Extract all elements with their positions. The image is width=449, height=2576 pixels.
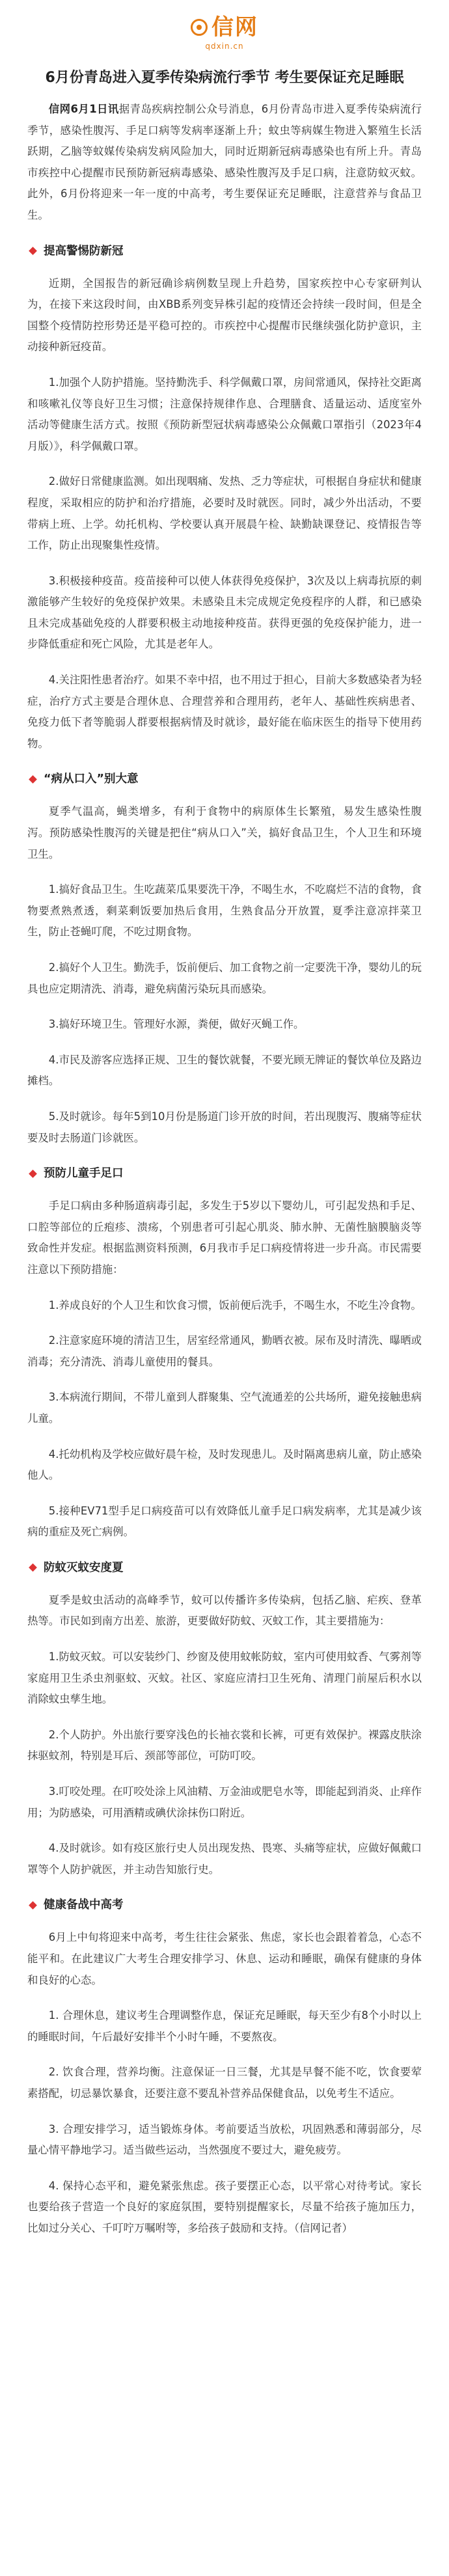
body-paragraph: 近期，全国报告的新冠确诊病例数呈现上升趋势，国家疾控中心专家研判认为，在接下来这段时间，由XBB系列变异株引起的疫情还会持续一段时间，但是全国整个疫情防控形势还是平稳可控的。市疾控中心提醒市民继续强化防护意识，主动接种新冠疫苗。 [27,277,422,353]
diamond-icon [29,247,37,255]
diamond-icon [29,1901,37,1910]
article-title: 6月份青岛进入夏季传染病流行季节 考生要保证充足睡眠 [45,70,404,86]
section-heading [27,769,422,789]
section-title: 健康备战中高考 [44,1898,124,1912]
diamond-icon [29,1564,37,1572]
section-heading [27,1895,422,1915]
body-paragraph: 1.养成良好的个人卫生和饮食习惯，饭前便后洗手，不喝生水，不吃生冷食物。 [48,1298,422,1311]
body-paragraph: 2. 饮食合理，营养均衡。注意保证一日三餐，尤其是早餐不能不吃，饮食要荤素搭配，切忌暴饮暴食，还要注意不要乱补营养品保健食品，以免考生不适应。 [27,2066,422,2100]
body-paragraph: 4.关注阳性患者治疗。如果不幸中招，也不用过于担心，目前大多数感染者为轻症，治疗方式主要是合理休息、合理营养和合理用药，老年人、基础性疾病患者、免疫力低下者等脆弱人群要根据病情及时就诊，最好能在临床医生的指导下使用药物。 [27,674,422,750]
body-paragraph: 2.个人防护。外出旅行要穿浅色的长袖衣裳和长裤，可更有效保护。裸露皮肤涂抹驱蚊剂，特别是耳后、颈部等部位，可防叮咬。 [27,1728,422,1762]
body-paragraph: 3.搞好环境卫生。管理好水源，粪便，做好灭蝇工作。 [48,1018,305,1031]
body-paragraph: 6月上中旬将迎来中高考，考生往往会紧张、焦虑，家长也会跟着着急，心态不能平和。在此建议广大考生合理安排学习、休息、运动和睡眠，确保有健康的身体和良好的心态。 [27,1931,422,1986]
body-paragraph: 2.做好日常健康监测。如出现咽痛、发热、乏力等症状，可根据自身症状和健康程度，采取相应的防护和治疗措施，必要时及时就医。同时，减少外出活动，不要带病上班、上学。幼托机构、学校要认真开展晨午检、缺勤缺课登记、疫情报告等工作，防止出现聚集性疫情。 [27,475,422,552]
body-paragraph: 4.及时就诊。如有疫区旅行史人员出现发热、畏寒、头痛等症状，应做好佩戴口罩等个人防护就医，并主动告知旅行史。 [27,1842,422,1876]
body-paragraph: 5.接种EV71型手足口病疫苗可以有效降低儿童手足口病发病率，尤其是减少该病的重症及死亡病例。 [27,1504,422,1539]
section-heading [27,1557,422,1578]
logo-mark-icon [191,19,208,36]
section-heading [27,241,422,262]
body-paragraph: 4.市民及游客应选择正规、卫生的餐饮就餐，不要光顾无牌证的餐饮单位及路边摊档。 [27,1053,422,1088]
diamond-icon [29,775,37,784]
logo-wordmark [191,14,258,40]
body-paragraph: 夏季是蚊虫活动的高峰季节，蚊可以传播许多传染病，包括乙脑、疟疾、登革热等。市民如到南方出差、旅游，更要做好防蚊、灭蚊工作，其主要措施为： [27,1593,422,1628]
section-heading [27,1163,422,1184]
body-paragraph: 1.搞好食品卫生。生吃蔬菜瓜果要洗干净，不喝生水，不吃腐烂不洁的食物，食物要煮熟煮透，剩菜剩饭要加热后食用，生熟食品分开放置，夏季注意凉拌菜卫生，防止苍蝇叮爬，不吃过期食物。 [27,883,422,939]
section-title: 预防儿童手足口 [44,1167,124,1181]
logo-text: 信网 [211,14,258,40]
body-paragraph: 3. 合理安排学习，适当锻炼身体。考前要适当放松，巩固熟悉和薄弱部分，尽量心情平静地学习。适当做些运动，当然强度不要过大，避免疲劳。 [27,2122,422,2157]
body-paragraph: 3.叮咬处理。在叮咬处涂上风油精、万金油或肥皂水等，即能起到消炎、止痒作用；为防感染，可用酒精或碘伏涂抹伤口附近。 [27,1785,422,1819]
body-paragraph: 夏季气温高，蝇类增多，有利于食物中的病原体生长繁殖，易发生感染性腹泻。预防感染性腹泻的关键是把住“病从口入”关，搞好食品卫生，个人卫生和环境卫生。 [27,805,422,860]
body-paragraph: 3.本病流行期间，不带儿童到人群聚集、空气流通差的公共场所，避免接触患病儿童。 [27,1391,422,1425]
body-paragraph: 5.及时就诊。每年5到10月份是肠道门诊开放的时间，若出现腹泻、腹痛等症状要及时去肠道门诊就医。 [27,1110,422,1144]
dateline: 信网6月1日讯 [48,103,119,115]
body-paragraph: 手足口病由多种肠道病毒引起，多发生于5岁以下婴幼儿，可引起发热和手足、口腔等部位的丘疱疹、溃疡，个别患者可引起心肌炎、肺水肿、无菌性脑膜脑炎等致命性并发症。根据监测资料预测，6月我市手足口病疫情将进一步升高。市民需要注意以下预防措施： [27,1199,422,1276]
logo-url: qdxin.cn [205,42,244,51]
body-paragraph: 2.搞好个人卫生。勤洗手，饭前便后、加工食物之前一定要洗干净，婴幼儿的玩具也应定期清洗、消毒，避免病菌污染玩具而感染。 [27,961,422,995]
article-body [27,241,422,2240]
site-logo[interactable] [27,0,422,62]
intro-paragraph [27,99,422,226]
body-paragraph: 1.加强个人防护措施。坚持勤洗手、科学佩戴口罩，房间常通风，保持社交距离和咳嗽礼仪等良好卫生习惯；注意保持规律作息、合理膳食、适量运动、适度室外活动等健康生活方式。按照《预防新型冠状病毒感染公众佩戴口罩指引（2023年4月版）》，科学佩戴口罩。 [27,376,422,452]
body-paragraph: 1. 合理休息，建议考生合理调整作息，保证充足睡眠，每天至少有8个小时以上的睡眠时间，午后最好安排半个小时午睡，不要熬夜。 [27,2009,422,2043]
section-title: 防蚊灭蚊安度夏 [44,1561,124,1574]
diamond-icon [29,1170,37,1178]
section-title: “病从口入”别大意 [44,773,139,786]
section-title: 提高警惕防新冠 [44,244,124,258]
body-paragraph: 2.注意家庭环境的清洁卫生，居室经常通风，勤晒衣被。尿布及时清洗、曝晒或消毒；充分清洗、消毒儿童使用的餐具。 [27,1334,422,1368]
body-paragraph: 3.积极接种疫苗。疫苗接种可以使人体获得免疫保护，3次及以上病毒抗原的刺激能够产生较好的免疫保护效果。未感染且未完成规定免疫程序的人群，和已感染且未完成基础免疫的人群要积极主动地接种疫苗。获得更强的免疫保护能力，进一步降低重症和死亡风险，尤其是老年人。 [27,574,422,651]
body-paragraph: 4.托幼机构及学校应做好晨午检，及时发现患儿。及时隔离患病儿童，防止感染他人。 [27,1447,422,1482]
body-paragraph: 1.防蚊灭蚊。可以安装纱门、纱窗及使用蚊帐防蚊，室内可使用蚊香、气雾剂等家庭用卫生杀虫剂驱蚊、灭蚊。社区、家庭应清扫卫生死角、清理门前屋后积水以消除蚊虫孳生地。 [27,1651,422,1706]
body-paragraph: 4. 保持心态平和，避免紧张焦虑。孩子要摆正心态，以平常心对待考试。家长也要给孩子营造一个良好的家庭氛围，要特别提醒家长，尽量不给孩子施加压力，比如过分关心、千叮咛万嘱咐等，多给孩子鼓励和支持。（信网记者） [27,2179,422,2234]
intro-text: 据青岛疾病控制公众号消息，6月份青岛市进入夏季传染病流行季节，感染性腹泻、手足口病等发病率逐渐上升；蚊虫等病媒生物进入繁殖生长活跃期，乙脑等蚊媒传染病发病风险加大，同时近期新冠病毒感染也有所上升。青岛市疾控中心提醒市民预防新冠病毒感染、感染性腹泻及手足口病，注意防蚊灭蚊。此外，6月份将迎来一年一度的中高考，考生要保证充足睡眠，注意营养与食品卫生。 [27,103,422,221]
